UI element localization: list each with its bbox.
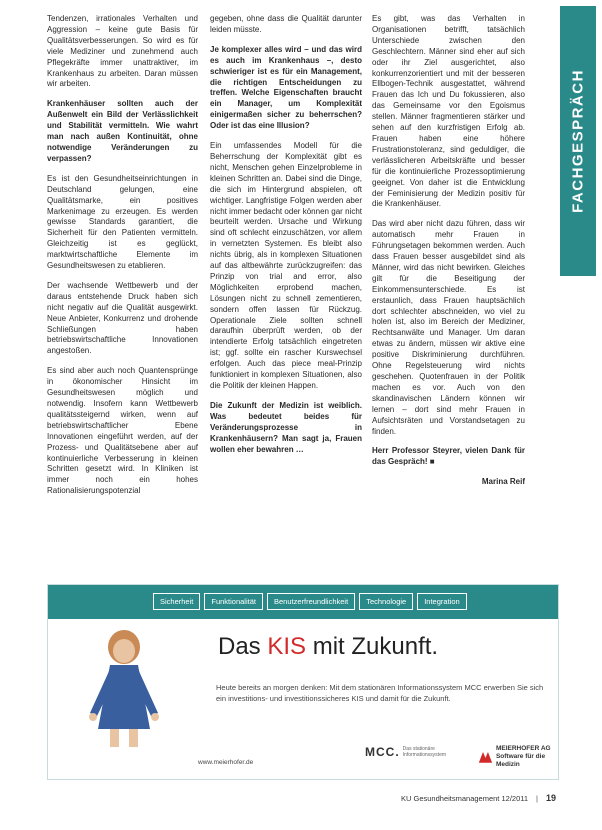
ad-tab-bar — [48, 585, 558, 619]
meierhofer-tagline: Software für die Medizin — [495, 753, 546, 768]
section-tab — [560, 6, 596, 276]
paragraph: Es ist den Gesundheitseinrichtungen in Deutschland gelungen, eine Qualitätsmarke, ein positives Markenimage zu erzeugen. Es werden gewisse Standards garantiert, die Sicherheit für den Patienten vermitteln. Gleichzeitig ist es geglückt, marktwirtschaftliche Elemente im Gesundheitswesen zu etablieren. — [47, 173, 198, 271]
footer-separator: | — [536, 793, 538, 803]
mcc-logo-subtitle: Das stationäre Informationssystem — [402, 746, 447, 758]
ad-headline-end: mit Zukunft. — [306, 633, 439, 660]
interview-question: Die Zukunft der Medizin ist weiblich. Was bedeutet beides für Veränderungsprozesse in Krankenhäusern? Man sagt ja, Frauen wollen eher bewahren … — [210, 400, 362, 454]
paragraph: Es gibt, was das Verhalten in Organisationen betrifft, tatsächlich Unterschiede zwischen den Geschlechtern. Männer sind eher auf sich oder ihr Ziel ausgerichtet, also konkurrenzorientiert und mit der besseren Ellbogen-Technik ausgestattet, während Frauen das Ich und Du fokussieren, also das Gemeinsame vor den Egoismus stellen. Männer fragmentieren stärker und sehen auf den kurzfristigen Erfolg ab. Frauen haben eine höhere Frustrationstoleranz, sind geduldiger, die verlässlicheren Arbeitskräfte und besser für die kontinuierliche Prozessoptimierung geeignet. Von daher ist die Entwicklung der Feminisierung der Medizin positiv für die Krankenhäuser. — [372, 14, 525, 209]
ad-headline-start: Das — [218, 633, 268, 660]
page-footer — [401, 793, 556, 803]
ad-tab: Technologie — [359, 593, 413, 610]
meierhofer-logo-icon — [478, 749, 493, 765]
interview-question: Krankenhäuser sollten auch der Außenwelt ein Bild der Verlässlichkeit und Stabilität vermitteln. Wie wahrt man nach außen Kontinuität, ohne notwendige Veränderungen zu verpassen? — [47, 99, 198, 163]
paragraph: gegeben, ohne dass die Qualität darunter leiden müsste. — [210, 14, 362, 34]
ad-tabs — [153, 593, 471, 610]
meierhofer-name: MEIERHOFER AG — [495, 745, 551, 752]
advertisement — [47, 584, 559, 780]
interview-question: Je komplexer alles wird – und das wird es auch im Krankenhaus –, desto schwieriger ist es für ein Management, die richtigen Entscheidungen zu treffen. Welche Eigenschaften braucht ein Manager, um Komplexität einigermaßen sicher zu beherrschen? Oder ist das eine Illusion? — [210, 44, 362, 131]
ad-headline-kis: KIS — [267, 633, 307, 660]
ad-tab: Sicherheit — [153, 593, 200, 610]
ad-url[interactable]: www.meierhofer.de — [198, 759, 254, 766]
journal-name: KU Gesundheitsmanagement 12/2011 — [401, 793, 529, 803]
author-name: Marina Reif — [481, 477, 525, 487]
article-column-1 — [47, 14, 198, 506]
meierhofer-logo-text — [496, 745, 558, 769]
mcc-logo — [365, 745, 473, 759]
meierhofer-logo — [478, 745, 558, 769]
child-photo — [80, 625, 168, 753]
section-tab-label: FACHGESPRÄCH — [569, 69, 587, 213]
paragraph: Der wachsende Wettbewerb und der daraus entstehende Druck haben sich nicht negativ auf die Qualität ausgewirkt. Neue Anbieter, Konkurrenz und drohende Schließungen haben betriebswirtschaftliche Innovationen angestoßen. — [47, 280, 198, 356]
ad-tab: Integration — [417, 593, 466, 610]
ad-headline — [218, 633, 438, 661]
paragraph: Das wird aber nicht dazu führen, dass wir automatisch mehr Frauen in Führungsetagen bekommen werden. Auch dass Frauen besser ausgebildet sind als Männer, wird das nicht bewirken. Gleiches gilt für die Beseitigung der Einkommensunterschiede. Es ist erstaunlich, dass Frauen hauptsächlich dort schlechter abschneiden, wo viel zu holen ist, also im Bereich der Mediziner, Rechtsanwälte und Manager. Um daran etwas zu ändern, müssen wir aktive eine positive Diskriminierung durchführen. Ohne Regelsteuerung wird nichts geschehen. Quotenfrauen in der Politik machen es vor. Auch von den skandinavischen Ländern können wir lernen – dort sind mehr Frauen in Aufsichtsräten und Vorstandsetagen zu finden. — [372, 219, 525, 436]
paragraph: Tendenzen, irrationales Verhalten und Aggression – keine gute Basis für Qualitätsverbesserungen. So wird es für viele Mediziner und zunehmend auch Pflegekräfte immer unattraktiver, im Krankenhaus zu arbeiten. Daran müssen wir arbeiten. — [47, 14, 198, 89]
paragraph: Ein umfassendes Modell für die Beherrschung der Komplexität gibt es nicht, Menschen gehen Einzelprobleme in kleinen Schritten an. Dabei sind die Dinge, die sich im Hintergrund abspielen, oft wichtiger. Langfristige Folgen werden aber nicht immer bedacht oder können gar nicht beurteilt werden. Ursache und Wirkung sind oft schlecht einzuschätzen, vor allem in vernetzten Systemen. Es bleibt also nichts übrig, als in komplexen Situationen auf das altbewährte zurückzugreifen: das Prinzip von trial and error, also Möglichkeiten erprobend machen, Lösungen nicht zu schnell zementieren, sondern offen lassen für Rückzug. Operationale Ziele sollten schnell daraufhin überprüft werden, ob der intendierte Erfolg tatsächlich eingetreten ist; ggf. sollte ein rascher Kurswechsel erfolgen. Auch das piece meal-Prinzip funktioniert in komplexen Situationen, also die Politik der kleinen Happen. — [210, 141, 362, 390]
closing-thanks: Herr Professor Steyrer, vielen Dank für das Gespräch! ■ — [372, 446, 525, 467]
article-column-3 — [372, 14, 525, 497]
article-column-2 — [210, 14, 362, 464]
page-number: 19 — [545, 793, 556, 803]
ad-tab: Benutzerfreundlichkeit — [267, 593, 355, 610]
ad-body-text: Heute bereits an morgen denken: Mit dem stationären Informationssystem MCC erwerben Sie sich ein investitions- und investitionssicheres KIS und damit für die Zukunft. — [216, 683, 544, 703]
mcc-logo-text: MCC. — [365, 745, 400, 759]
paragraph: Es sind aber auch noch Quantensprünge in ökonomischer Hinsicht im Gesundheitswesen möglich und notwendig. Insofern kann Wettbewerb qualitätssteigernd wirken, wenn auf betriebswirtschaftlicher Ebene Innovationen eingeführt werden, auf der Prozess- und Qualitätsebene aber auf kontinuierliche Verbesserung in kleinen Schritten gesetzt wird. In Kliniken ist immer noch ein hohes Rationalisierungspotenzial — [47, 366, 198, 496]
ad-tab: Funktionalität — [204, 593, 263, 610]
